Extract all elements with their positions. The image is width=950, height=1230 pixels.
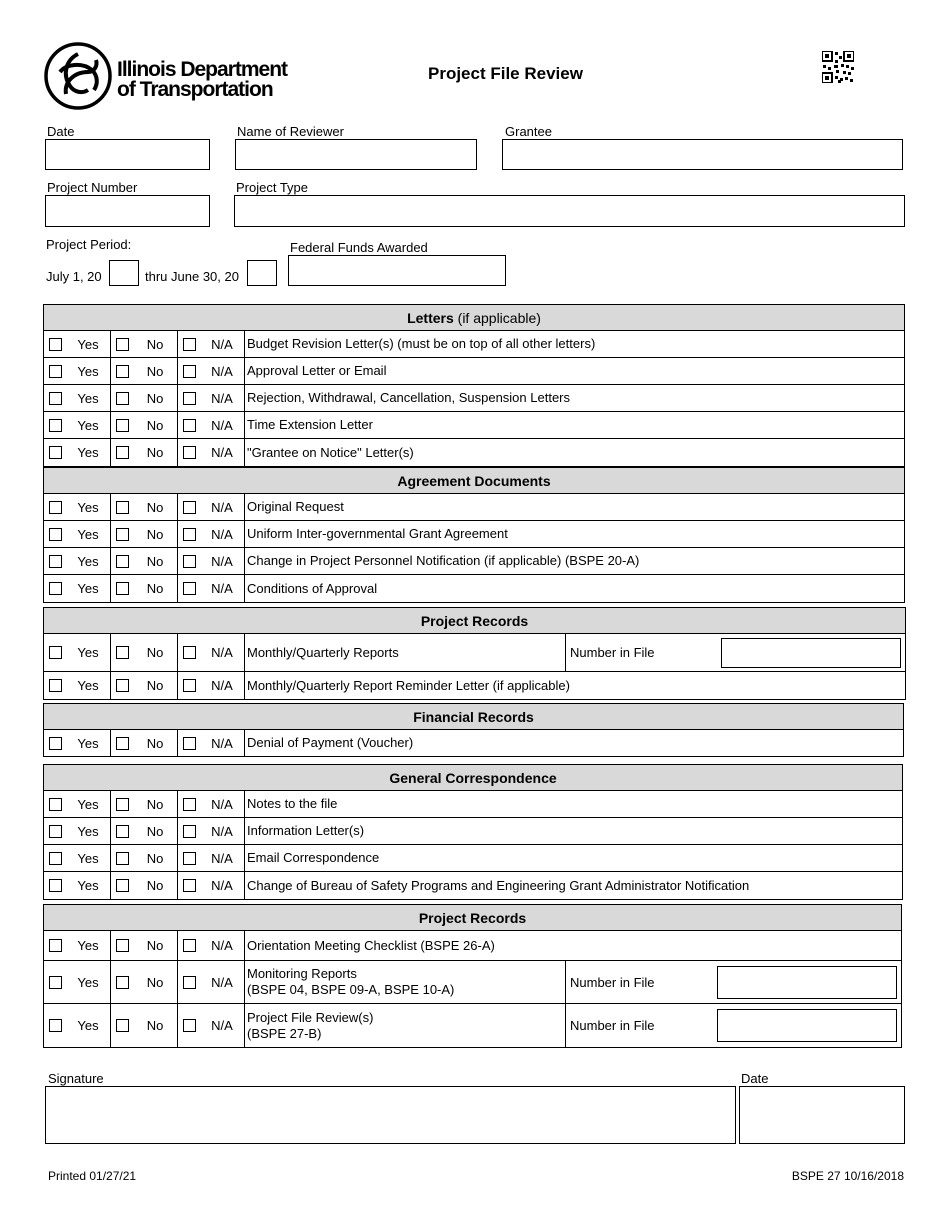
no-label: No — [146, 363, 164, 379]
yes-label: Yes — [77, 1018, 99, 1033]
item-description-line-2: (BSPE 04, BSPE 09-A, BSPE 10-A) — [247, 982, 455, 997]
project-type-label: Project Type — [236, 180, 309, 195]
no-label: No — [146, 336, 164, 352]
na-label: N/A — [211, 645, 233, 660]
no-label: No — [146, 1018, 164, 1033]
checklist-row — [44, 672, 905, 699]
na-label: N/A — [211, 363, 233, 379]
project-records-section — [43, 607, 906, 700]
project-records-title: Project Records — [420, 612, 529, 629]
yes-label: Yes — [77, 878, 99, 893]
na-checkbox[interactable] — [183, 976, 196, 989]
na-checkbox[interactable] — [183, 446, 196, 459]
na-checkbox[interactable] — [183, 798, 196, 811]
item-description: Orientation Meeting Checklist (BSPE 26-A) — [247, 937, 495, 953]
item-description: Monthly/Quarterly Reports — [245, 634, 566, 671]
letters-title: Letters — [407, 309, 454, 326]
checklist-row — [44, 818, 902, 845]
no-label: No — [146, 390, 164, 406]
no-label: No — [146, 645, 164, 660]
agreement-section — [43, 467, 905, 603]
project-records-section-2 — [43, 904, 902, 1048]
no-checkbox[interactable] — [116, 555, 129, 568]
item-description: Email Correspondence — [247, 850, 380, 865]
yes-label: Yes — [77, 581, 99, 596]
reviewer-field[interactable] — [235, 139, 477, 170]
no-label: No — [146, 938, 164, 953]
item-description-line-2: (BSPE 27-B) — [247, 1025, 322, 1041]
yes-checkbox[interactable] — [49, 852, 62, 865]
date-label: Date — [47, 124, 75, 139]
no-label: No — [146, 735, 164, 751]
no-label: No — [146, 878, 164, 893]
no-checkbox[interactable] — [116, 737, 129, 750]
yes-checkbox[interactable] — [49, 528, 62, 541]
na-checkbox[interactable] — [183, 679, 196, 692]
no-label: No — [146, 678, 164, 693]
na-checkbox[interactable] — [183, 365, 196, 378]
yes-label: Yes — [77, 938, 99, 953]
item-description-line-1: Project File Review(s) — [247, 1009, 374, 1025]
no-checkbox[interactable] — [116, 679, 129, 692]
na-checkbox[interactable] — [183, 555, 196, 568]
na-checkbox[interactable] — [183, 338, 196, 351]
page-title: Project File Review — [428, 64, 583, 83]
no-label: No — [146, 974, 164, 990]
number-in-file-label: Number in File — [570, 974, 655, 990]
item-description: Denial of Payment (Voucher) — [247, 735, 414, 750]
na-label: N/A — [211, 526, 233, 542]
no-checkbox[interactable] — [116, 365, 129, 378]
project-records-2-section-header — [44, 905, 901, 931]
period-start-year-field[interactable] — [109, 260, 139, 286]
na-label: N/A — [211, 499, 233, 515]
yes-label: Yes — [77, 363, 99, 379]
yes-checkbox[interactable] — [49, 646, 62, 659]
item-description: Conditions of Approval — [247, 580, 378, 596]
yes-checkbox[interactable] — [49, 392, 62, 405]
project-type-field[interactable] — [234, 195, 905, 227]
na-checkbox[interactable] — [183, 879, 196, 892]
financial-records-section-header — [44, 704, 903, 730]
checklist-row — [44, 1004, 901, 1047]
yes-checkbox[interactable] — [49, 365, 62, 378]
yes-label: Yes — [77, 796, 99, 812]
yes-label: Yes — [77, 526, 99, 542]
checklist-row — [44, 521, 904, 548]
checklist-row — [44, 385, 904, 412]
financial-records-title: Financial Records — [413, 708, 534, 725]
yes-checkbox[interactable] — [49, 419, 62, 432]
na-label: N/A — [211, 735, 233, 751]
signature-date-label: Date — [741, 1071, 769, 1086]
yes-label: Yes — [77, 553, 99, 569]
na-label: N/A — [211, 390, 233, 406]
na-checkbox[interactable] — [183, 825, 196, 838]
checklist-row — [44, 961, 901, 1004]
item-description: Rejection, Withdrawal, Cancellation, Suspension Letters — [247, 390, 571, 405]
na-label: N/A — [211, 581, 233, 596]
project-period-label: Project Period: — [46, 237, 132, 252]
item-description: Approval Letter or Email — [247, 363, 387, 378]
qr-code — [822, 51, 854, 83]
number-in-file-input[interactable] — [717, 1009, 897, 1042]
yes-label: Yes — [77, 499, 99, 515]
no-checkbox[interactable] — [116, 501, 129, 514]
signature-date-field[interactable] — [739, 1086, 905, 1144]
letters-title-note: (if applicable) — [453, 309, 541, 326]
correspondence-section-header — [44, 765, 902, 791]
period-start-label: July 1, 20 — [46, 269, 102, 284]
no-checkbox[interactable] — [116, 1019, 129, 1032]
correspondence-section — [43, 764, 903, 900]
yes-checkbox[interactable] — [49, 879, 62, 892]
yes-checkbox[interactable] — [49, 501, 62, 514]
yes-checkbox[interactable] — [49, 446, 62, 459]
number-in-file-cell — [566, 634, 905, 671]
na-checkbox[interactable] — [183, 528, 196, 541]
item-description-line-1: Monitoring Reports — [247, 966, 357, 981]
no-checkbox[interactable] — [116, 976, 129, 989]
item-description — [245, 1004, 566, 1047]
grantee-field[interactable] — [502, 139, 903, 170]
na-checkbox[interactable] — [183, 501, 196, 514]
financial-records-section — [43, 703, 904, 757]
no-checkbox[interactable] — [116, 939, 129, 952]
project-records-section-header — [44, 608, 905, 634]
date-field[interactable] — [45, 139, 210, 170]
reviewer-label: Name of Reviewer — [237, 124, 344, 139]
na-label: N/A — [211, 336, 233, 352]
no-checkbox[interactable] — [116, 392, 129, 405]
number-in-file-label: Number in File — [570, 645, 655, 660]
checklist-row — [44, 439, 904, 466]
federal-funds-label: Federal Funds Awarded — [290, 240, 428, 255]
item-description: Information Letter(s) — [247, 823, 365, 838]
signature-field[interactable] — [45, 1086, 736, 1144]
na-checkbox[interactable] — [183, 939, 196, 952]
number-in-file-label: Number in File — [570, 1018, 655, 1033]
na-label: N/A — [211, 878, 233, 893]
yes-checkbox[interactable] — [49, 798, 62, 811]
checklist-row — [44, 845, 902, 872]
no-checkbox[interactable] — [116, 798, 129, 811]
period-end-label: thru June 30, 20 — [145, 269, 239, 284]
na-label: N/A — [211, 850, 233, 866]
yes-checkbox[interactable] — [49, 976, 62, 989]
project-number-label: Project Number — [47, 180, 138, 195]
yes-checkbox[interactable] — [49, 582, 62, 595]
no-checkbox[interactable] — [116, 582, 129, 595]
na-checkbox[interactable] — [183, 646, 196, 659]
yes-label: Yes — [77, 390, 99, 406]
no-checkbox[interactable] — [116, 446, 129, 459]
item-description: Uniform Inter-governmental Grant Agreement — [247, 526, 508, 541]
letters-section-header — [44, 305, 904, 331]
number-in-file-input[interactable] — [717, 966, 897, 999]
yes-checkbox[interactable] — [49, 338, 62, 351]
na-checkbox[interactable] — [183, 419, 196, 432]
checklist-row — [44, 358, 904, 385]
na-label: N/A — [211, 974, 233, 990]
item-description: Time Extension Letter — [247, 417, 373, 432]
checklist-row — [44, 872, 902, 899]
form-id: BSPE 27 10/16/2018 — [791, 1169, 904, 1183]
item-description: Change of Bureau of Safety Programs and Engineering Grant Administrator Notification — [247, 877, 750, 893]
yes-label: Yes — [77, 823, 99, 839]
na-label: N/A — [211, 678, 233, 693]
na-checkbox[interactable] — [183, 392, 196, 405]
na-label: N/A — [211, 553, 233, 569]
number-in-file-cell — [566, 1004, 901, 1047]
na-label: N/A — [211, 823, 233, 839]
yes-label: Yes — [77, 445, 99, 460]
checklist-row — [44, 494, 904, 521]
no-label: No — [146, 526, 164, 542]
no-checkbox[interactable] — [116, 419, 129, 432]
yes-label: Yes — [77, 678, 99, 693]
na-checkbox[interactable] — [183, 582, 196, 595]
checklist-row — [44, 575, 904, 602]
na-label: N/A — [211, 417, 233, 433]
na-checkbox[interactable] — [183, 852, 196, 865]
no-checkbox[interactable] — [116, 852, 129, 865]
checklist-row — [44, 791, 902, 818]
no-label: No — [146, 796, 164, 812]
yes-checkbox[interactable] — [49, 737, 62, 750]
item-description: Monthly/Quarterly Report Reminder Letter (if applicable) — [247, 677, 570, 693]
yes-label: Yes — [77, 850, 99, 866]
na-checkbox[interactable] — [183, 1019, 196, 1032]
no-checkbox[interactable] — [116, 528, 129, 541]
yes-label: Yes — [77, 735, 99, 751]
item-description: Original Request — [247, 499, 344, 514]
yes-label: Yes — [77, 645, 99, 660]
yes-label: Yes — [77, 974, 99, 990]
checklist-row — [44, 730, 903, 756]
signature-label: Signature — [48, 1071, 104, 1086]
agreement-section-header — [44, 468, 904, 494]
no-checkbox[interactable] — [116, 646, 129, 659]
checklist-row — [44, 412, 904, 439]
item-description — [245, 961, 566, 1003]
no-label: No — [146, 850, 164, 866]
project-records-2-title: Project Records — [418, 909, 527, 926]
yes-checkbox[interactable] — [49, 679, 62, 692]
no-label: No — [146, 581, 164, 596]
agency-line-1: Illinois Department — [117, 58, 288, 81]
no-checkbox[interactable] — [116, 825, 129, 838]
correspondence-title: General Correspondence — [389, 769, 557, 786]
yes-checkbox[interactable] — [49, 825, 62, 838]
na-label: N/A — [211, 938, 233, 953]
yes-checkbox[interactable] — [49, 939, 62, 952]
na-label: N/A — [211, 796, 233, 812]
no-checkbox[interactable] — [116, 879, 129, 892]
agency-logo — [44, 42, 114, 112]
item-description: Change in Project Personnel Notification (if applicable) (BSPE 20-A) — [247, 553, 640, 568]
checklist-row — [44, 634, 905, 672]
na-label: N/A — [211, 1018, 233, 1033]
printed-date: Printed 01/27/21 — [48, 1169, 137, 1183]
na-label: N/A — [211, 445, 233, 460]
project-number-field[interactable] — [45, 195, 210, 227]
agency-line-2: of Transportation — [117, 78, 273, 101]
no-label: No — [146, 499, 164, 515]
qr-code-icon — [822, 51, 854, 83]
federal-funds-field[interactable] — [288, 255, 506, 286]
period-end-year-field[interactable] — [247, 260, 277, 286]
yes-label: Yes — [77, 336, 99, 352]
checklist-row — [44, 931, 901, 961]
yes-label: Yes — [77, 417, 99, 433]
na-checkbox[interactable] — [183, 737, 196, 750]
no-label: No — [146, 445, 164, 460]
checklist-row — [44, 548, 904, 575]
number-in-file-input[interactable] — [721, 638, 901, 668]
item-description: "Grantee on Notice" Letter(s) — [247, 444, 414, 460]
item-description: Budget Revision Letter(s) (must be on top of all other letters) — [247, 336, 596, 351]
no-label: No — [146, 823, 164, 839]
no-checkbox[interactable] — [116, 338, 129, 351]
number-in-file-cell — [566, 961, 901, 1003]
yes-checkbox[interactable] — [49, 555, 62, 568]
checklist-row — [44, 331, 904, 358]
agreement-title: Agreement Documents — [397, 472, 551, 489]
idot-logo-icon — [44, 42, 112, 110]
letters-section — [43, 304, 905, 467]
yes-checkbox[interactable] — [49, 1019, 62, 1032]
no-label: No — [146, 417, 164, 433]
grantee-label: Grantee — [505, 124, 552, 139]
no-label: No — [146, 553, 164, 569]
item-description: Notes to the file — [247, 796, 338, 811]
agency-name — [117, 60, 287, 100]
